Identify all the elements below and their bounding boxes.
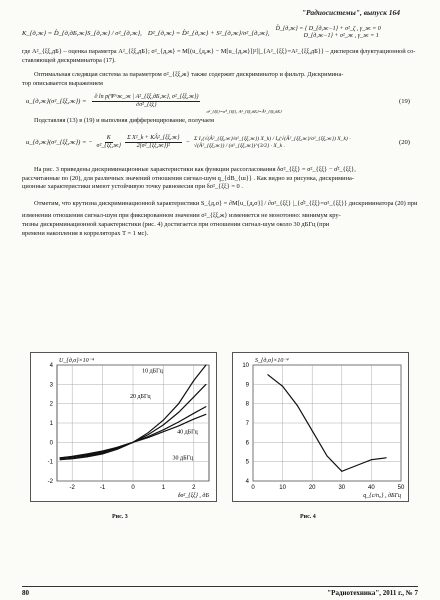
- data-point: [60, 457, 61, 458]
- page-number: 80: [22, 589, 29, 597]
- eq19-cond: σ²_{ξξ}=σ̂²_{ξξ}, A²_{ξξ,дБ}=Â²_{ξξ,дБ}: [206, 109, 282, 115]
- data-point: [205, 365, 206, 366]
- caption-fig-4: Рис. 4: [300, 514, 316, 520]
- data-point: [178, 425, 179, 426]
- data-point: [87, 453, 88, 454]
- paragraph-1b: ставляющей дискриминатора (17).: [22, 56, 116, 64]
- eq19-number: (19): [399, 97, 410, 105]
- paragraph-5d: времени накопления в корреляторах T = 1 мс).: [22, 229, 149, 237]
- data-point: [117, 447, 118, 448]
- eq20-lhs: u_{д,ж}(σ²_{ξξ,ж}) = −: [26, 139, 93, 147]
- eq-k1: K_{д,ж} = D̂_{д,дБ,ж}S_{д,ж} / σ²_{д,ж},: [22, 29, 142, 37]
- x-tick-label: 1: [161, 485, 166, 491]
- paragraph-4: На рис. 3 приведены дискриминационные характеристики как функции рассогласования δσ²_{ξξ} = σ²_{ξξ} − σ̂²_{ξξ},: [34, 165, 356, 173]
- data-point: [341, 471, 342, 472]
- y-tick-label: 8: [245, 401, 249, 408]
- x-axis-label: δσ²_{ξξ} , дБ: [177, 493, 209, 499]
- data-point: [72, 456, 73, 457]
- data-point: [386, 457, 387, 458]
- data-point: [148, 432, 149, 433]
- eq19-num: ∂ ln p(Ψ^ж_ж | A²_{ξξ,дБ,ж}, σ²_{ξξ,ж}): [94, 93, 199, 100]
- y-tick-label: 4: [49, 363, 53, 369]
- x-tick-label: 0: [251, 485, 255, 491]
- x-tick-label: -1: [99, 485, 106, 491]
- data-point: [193, 413, 194, 414]
- eq-k3a: D̂_{д,ж} = { D_{д,ж−1} + σ²_ζ , γ_ж = 0: [275, 25, 381, 32]
- journal-ref: "Радиотехника", 2011 г., № 7: [327, 589, 418, 597]
- data-point: [267, 374, 268, 375]
- data-point: [148, 434, 149, 435]
- eq19-den: ∂σ²_{ξξ}: [136, 101, 157, 108]
- figure-4: [232, 352, 409, 502]
- eq-k3b: D_{д,ж−1} + σ²_ж , γ_ж = 1: [303, 33, 379, 39]
- paragraph-4b: рассчитанные по (20), для различных значений отношения сигнал-шум q_{dB_{ш}} . Как видно из рисунка, дискримина-: [22, 174, 354, 182]
- data-point: [193, 419, 194, 420]
- y-tick-label: -1: [47, 459, 53, 466]
- data-point: [282, 386, 283, 387]
- y-tick-label: -2: [47, 479, 53, 485]
- data-point: [163, 420, 164, 421]
- eq20-sum1-num: Σ X²_k + KÂ²_{ξξ,ж}: [127, 135, 180, 142]
- data-point: [371, 459, 372, 460]
- data-point: [163, 424, 164, 425]
- eq20-k-frac: [97, 135, 122, 150]
- equation-20: [22, 126, 418, 160]
- series-annotation: 20 дБГц: [129, 393, 151, 400]
- paragraph-2b: тор описывается выражением: [22, 79, 103, 87]
- data-point: [178, 403, 179, 404]
- y-tick-label: 10: [242, 363, 249, 369]
- chart-3: [31, 353, 216, 501]
- y-tick-label: 4: [245, 479, 249, 485]
- data-point: [193, 396, 194, 397]
- data-point: [102, 451, 103, 452]
- paragraph-1: где A²_{ξξ,дБ} – оценка параметра A²_{ξξ,дБ}; σ²_{д,ж} = M[(u_{д,ж} − M[u_{д,ж}])²]|_{A²_{ξξ}=A²_{ξξ,дБ}} – дисперсия флуктуационной со-: [22, 48, 416, 55]
- data-point: [356, 465, 357, 466]
- data-point: [133, 442, 134, 443]
- y-tick-label: 3: [49, 382, 53, 389]
- page-footer: [22, 586, 418, 597]
- equation-19: [22, 88, 418, 114]
- data-point: [178, 412, 179, 413]
- y-tick-label: 6: [245, 440, 249, 447]
- eq20-sum1: [125, 135, 181, 150]
- y-tick-label: 7: [245, 421, 249, 427]
- running-header: "Радиосистемы", выпуск 164: [301, 8, 400, 17]
- data-point: [72, 457, 73, 458]
- x-tick-label: 40: [368, 485, 375, 491]
- eq-k2: D²_{д,ж} = D̂²_{д,ж} + S²_{д,ж}/σ²_{д,ж},: [147, 29, 270, 37]
- y-tick-label: 0: [49, 440, 53, 447]
- y-axis-label: U_{д,σ}×10⁻⁴: [59, 358, 94, 364]
- x-tick-label: 50: [397, 485, 405, 491]
- series-annotation: 10 дБГц: [142, 368, 163, 375]
- eq20-number: (20): [399, 139, 410, 147]
- caption-fig-3: Рис. 3: [112, 514, 128, 520]
- data-point: [163, 429, 164, 430]
- x-tick-label: 2: [192, 485, 196, 491]
- y-tick-label: 1: [49, 421, 53, 427]
- eq20-sum1-den: 2(σ²_{ξξ,ж})²: [136, 143, 170, 150]
- eq20-sum2: Σ I₁(√(Â²_{ξξ,ж}/σ²_{ξξ,ж}) X_k) / I₀(√(Â²_{ξξ,ж}/σ²_{ξξ,ж}) X_k) · √(Â²_{ξξ,ж}) / (σ²_{ξξ,ж})^{3/2} · X_k .: [194, 135, 351, 149]
- eq19-frac: [92, 94, 200, 109]
- data-point: [148, 437, 149, 438]
- x-tick-label: 30: [338, 485, 346, 491]
- data-point: [312, 430, 313, 431]
- x-tick-label: -2: [69, 485, 75, 491]
- paragraph-4c: ционные характеристики имеют устойчивую точку равновесия при δσ²_{ξξ} = 0 .: [22, 183, 243, 191]
- eq-k3: [276, 26, 381, 41]
- figure-3: [30, 352, 217, 502]
- y-tick-label: 2: [49, 401, 53, 408]
- eq19-lhs: u_{д,ж}(σ²_{ξξ,ж}) =: [26, 97, 87, 105]
- data-point: [178, 422, 179, 423]
- chart-4: [233, 353, 408, 501]
- series-annotation: 40 дБГц: [177, 429, 198, 436]
- data-point: [297, 405, 298, 406]
- data-point: [205, 406, 206, 407]
- data-point: [60, 458, 61, 459]
- data-point: [60, 459, 61, 460]
- data-point: [163, 431, 164, 432]
- paragraph-5: Отметим, что крутизна дискриминационной характеристики S_{д,σ} = ∂M[u_{д,σ}] / ∂σ²_{ξξ} |_{σ̂²_{ξξ}=σ²_{ξξ}} дискриминатора (20) при: [34, 199, 418, 207]
- paragraph-5c: тизны дискриминационной характеристики (рис. 4) достигается при отношении сигнал-шум около 30 дБГц (при: [22, 220, 330, 228]
- eq20-k: K: [106, 135, 111, 142]
- paragraph-2: Оптимальная следящая система за параметром σ²_{ξξ,ж} также содержит дискриминатор и фильтр. Дискримина-: [34, 71, 344, 79]
- data-point: [193, 380, 194, 381]
- data-point: [205, 384, 206, 385]
- paragraph-3: Подставляя (13) в (19) и выполняя дифференцирование, получаем: [34, 117, 214, 125]
- eq20-kden: σ²_{ξξ,ж}: [96, 143, 122, 150]
- x-tick-label: 10: [279, 485, 286, 491]
- y-tick-label: 9: [245, 382, 249, 389]
- y-tick-label: 5: [245, 459, 249, 466]
- data-point: [205, 414, 206, 415]
- y-axis-label: S_{д,σ}×10⁻⁴: [255, 358, 289, 364]
- x-tick-label: 20: [308, 485, 316, 491]
- eq20-minus: −: [185, 139, 190, 147]
- data-point: [327, 455, 328, 456]
- paragraph-5b: изменении отношения сигнал-шум при фиксированном значении σ²_{ξξ,ж} изменяется не монотонно: минимум кру-: [22, 212, 341, 220]
- x-axis-label: q_{c/n₀} , дБГц: [363, 493, 401, 499]
- page-body: [22, 22, 418, 238]
- x-tick-label: 0: [131, 485, 135, 491]
- series-annotation: 30 дБГц: [172, 455, 194, 462]
- equation-intro: [22, 22, 418, 44]
